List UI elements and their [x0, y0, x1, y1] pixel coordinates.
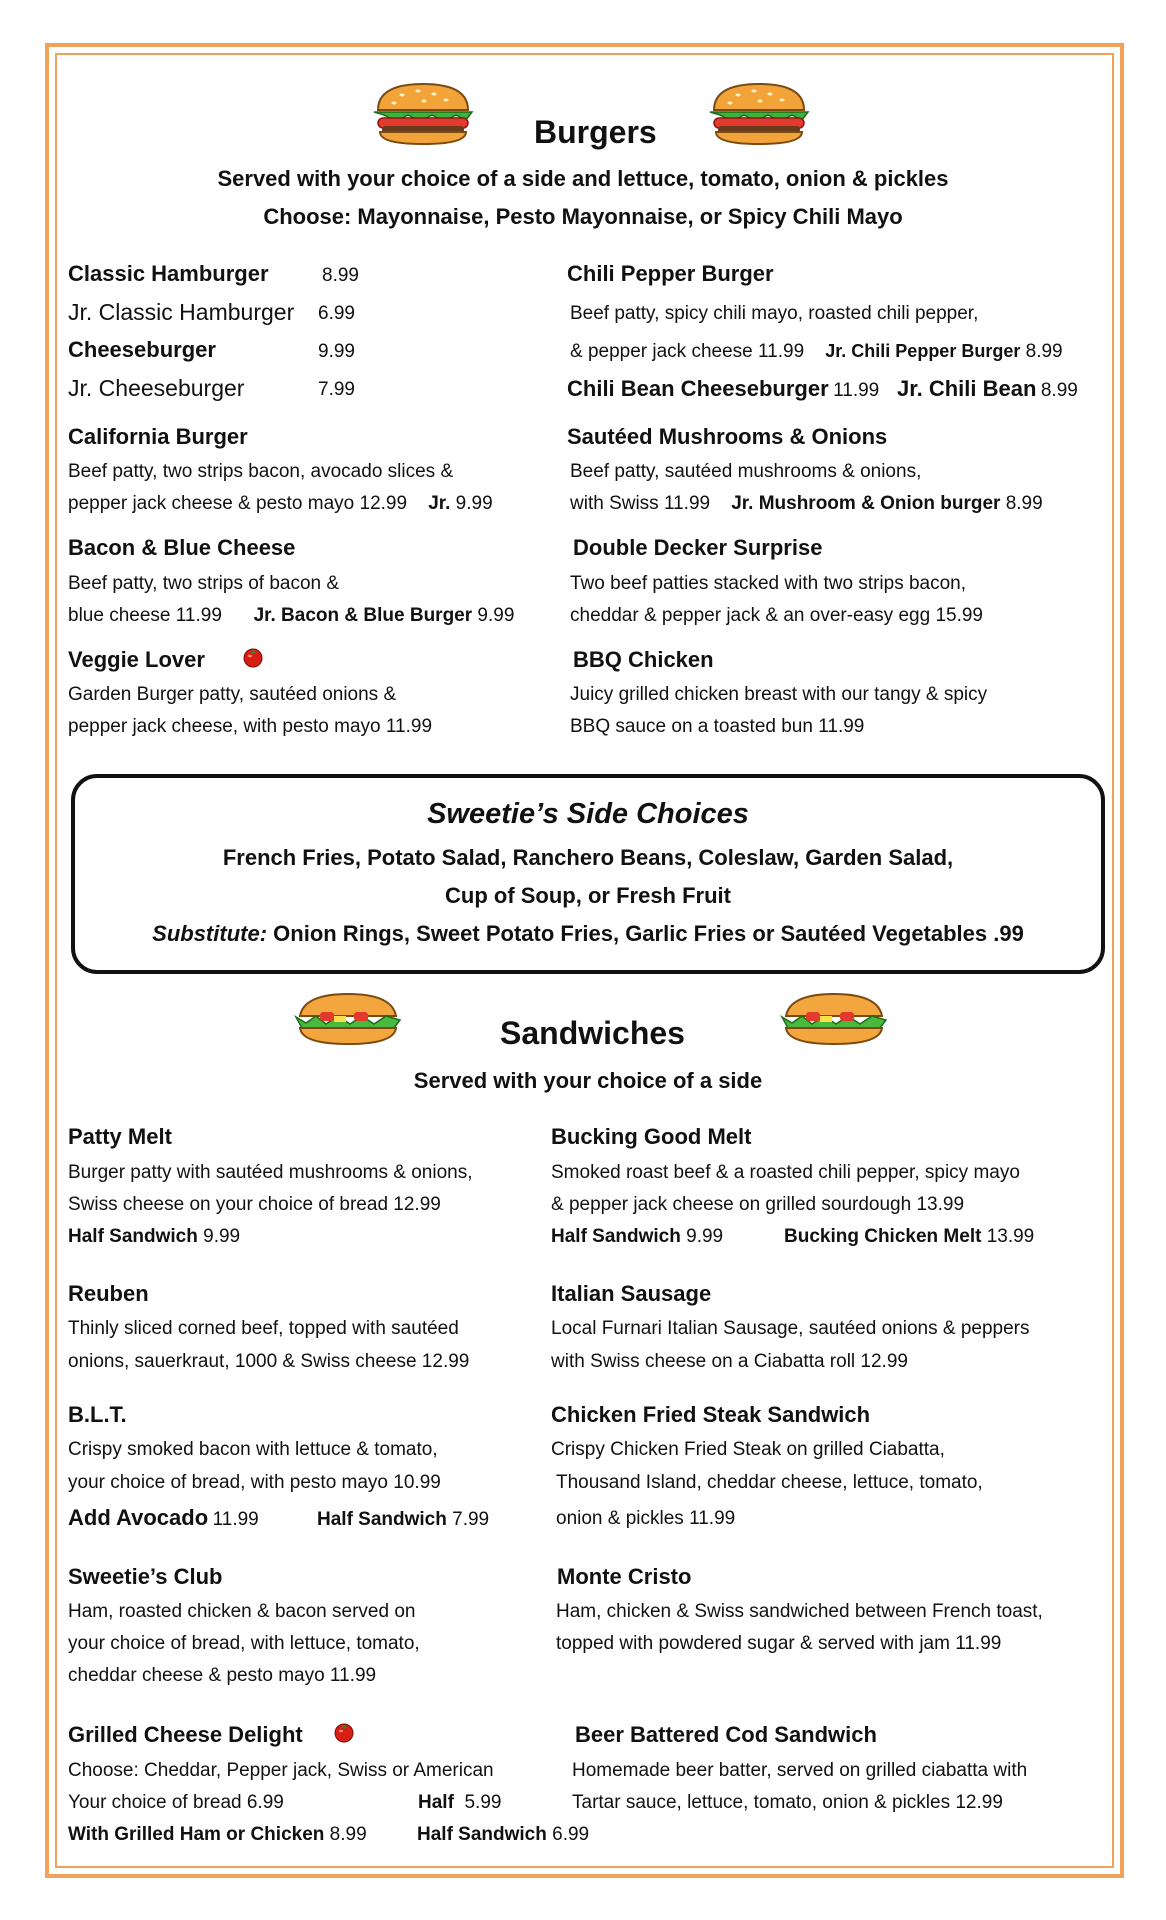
bucking-desc-2: & pepper jack cheese on grilled sourdough 13.99 [551, 1194, 965, 1215]
double-decker-desc-2: cheddar & pepper jack & an over-easy egg 15.99 [570, 605, 983, 626]
blt-half: Half Sandwich 7.99 [317, 1509, 490, 1530]
sandwiches-title: Sandwiches [500, 1015, 685, 1051]
bbq-desc-1: Juicy grilled chicken breast with our tangy & spicy [570, 684, 988, 705]
tomato-icon [333, 1721, 355, 1743]
jr-cheeseburger-price: 7.99 [318, 379, 355, 400]
bacon-blue-desc-1: Beef patty, two strips of bacon & [68, 573, 340, 594]
monte-desc-2: topped with powdered sugar & served with jam 11.99 [556, 1633, 1002, 1654]
tomato-icon [242, 646, 264, 668]
sandwich-icon [294, 990, 402, 1048]
burgers-mayo-choice: Choose: Mayonnaise, Pesto Mayonnaise, or Spicy Chili Mayo [263, 204, 903, 229]
classic-hamburger-price: 8.99 [322, 265, 359, 286]
patty-melt-name: Patty Melt [68, 1124, 172, 1149]
blt-desc-1: Crispy smoked bacon with lettuce & tomato, [68, 1439, 438, 1460]
chili-bean-cheeseburger: Chili Bean Cheeseburger 11.99 Jr. Chili Bean 8.99 [567, 376, 1078, 401]
grilled-cheese-desc-2: Your choice of bread 6.99 [68, 1792, 284, 1813]
veggie-lover-name: Veggie Lover [68, 647, 205, 672]
reuben-desc-2: onions, sauerkraut, 1000 & Swiss cheese 12.99 [68, 1351, 470, 1372]
cheeseburger-price: 9.99 [318, 341, 355, 362]
double-decker-name: Double Decker Surprise [573, 535, 823, 560]
california-burger-name: California Burger [68, 424, 248, 449]
mushroom-burger-name: Sautéed Mushrooms & Onions [567, 424, 888, 449]
blt-name: B.L.T. [68, 1402, 127, 1427]
club-desc-3: cheddar cheese & pesto mayo 11.99 [68, 1665, 377, 1686]
jr-classic-hamburger-name: Jr. Classic Hamburger [68, 299, 295, 325]
classic-hamburger-name: Classic Hamburger [68, 261, 269, 286]
side-choices-line-2: Cup of Soup, or Fresh Fruit [445, 883, 731, 908]
grilled-cheese-desc-1: Choose: Cheddar, Pepper jack, Swiss or American [68, 1760, 494, 1781]
reuben-name: Reuben [68, 1281, 149, 1306]
cfs-desc-1: Crispy Chicken Fried Steak on grilled Ciabatta, [551, 1439, 945, 1460]
bacon-blue-name: Bacon & Blue Cheese [68, 535, 296, 560]
italian-desc-1: Local Furnari Italian Sausage, sautéed onions & peppers [551, 1318, 1030, 1339]
club-desc-1: Ham, roasted chicken & bacon served on [68, 1601, 416, 1622]
patty-melt-desc-1: Burger patty with sautéed mushrooms & onions, [68, 1162, 473, 1183]
mushroom-desc-2: with Swiss 11.99 Jr. Mushroom & Onion burger 8.99 [570, 493, 1043, 514]
burger-icon [708, 82, 810, 146]
club-desc-2: your choice of bread, with lettuce, tomato, [68, 1633, 420, 1654]
veggie-desc-1: Garden Burger patty, sautéed onions & [68, 684, 397, 705]
jr-classic-hamburger-price: 6.99 [318, 303, 355, 324]
bacon-blue-desc-2: blue cheese 11.99 Jr. Bacon & Blue Burger 9.99 [68, 605, 515, 626]
bbq-chicken-name: BBQ Chicken [573, 647, 714, 672]
bucking-half: Half Sandwich 9.99 [551, 1226, 724, 1247]
chili-pepper-desc-1: Beef patty, spicy chili mayo, roasted chili pepper, [570, 303, 979, 324]
burgers-subtitle: Served with your choice of a side and lettuce, tomato, onion & pickles [217, 166, 949, 191]
bucking-chicken-melt: Bucking Chicken Melt 13.99 [784, 1226, 1035, 1247]
chicken-fried-steak-name: Chicken Fried Steak Sandwich [551, 1402, 871, 1427]
cfs-desc-3: onion & pickles 11.99 [556, 1508, 736, 1529]
burger-icon [372, 82, 474, 146]
monte-cristo-name: Monte Cristo [557, 1564, 692, 1589]
grilled-cheese-ham: With Grilled Ham or Chicken 8.99 [68, 1824, 367, 1845]
italian-desc-2: with Swiss cheese on a Ciabatta roll 12.99 [551, 1351, 908, 1372]
blt-desc-2: your choice of bread, with pesto mayo 10.99 [68, 1472, 441, 1493]
beer-battered-cod-name: Beer Battered Cod Sandwich [575, 1722, 877, 1747]
reuben-desc-1: Thinly sliced corned beef, topped with sautéed [68, 1318, 459, 1339]
cod-desc-1: Homemade beer batter, served on grilled ciabatta with [572, 1760, 1028, 1781]
monte-desc-1: Ham, chicken & Swiss sandwiched between French toast, [556, 1601, 1043, 1622]
grilled-cheese-name: Grilled Cheese Delight [68, 1722, 303, 1747]
california-desc-2: pepper jack cheese & pesto mayo 12.99 Jr. 9.99 [68, 493, 493, 514]
sandwich-icon [780, 990, 888, 1048]
burgers-title: Burgers [534, 114, 657, 150]
side-choices-title: Sweetie’s Side Choices [427, 798, 749, 830]
california-desc-1: Beef patty, two strips bacon, avocado slices & [68, 461, 454, 482]
sandwiches-subtitle: Served with your choice of a side [413, 1068, 763, 1093]
bucking-desc-1: Smoked roast beef & a roasted chili pepper, spicy mayo [551, 1162, 1020, 1183]
mushroom-desc-1: Beef patty, sautéed mushrooms & onions, [570, 461, 922, 482]
cod-desc-2: Tartar sauce, lettuce, tomato, onion & pickles 12.99 [572, 1792, 1003, 1813]
cfs-desc-2: Thousand Island, cheddar cheese, lettuce, tomato, [556, 1472, 983, 1493]
double-decker-desc-1: Two beef patties stacked with two strips bacon, [570, 573, 967, 594]
jr-cheeseburger-name: Jr. Cheeseburger [68, 375, 245, 401]
chili-pepper-burger-name: Chili Pepper Burger [567, 261, 774, 286]
chili-pepper-desc-2: & pepper jack cheese 11.99 Jr. Chili Pepper Burger 8.99 [570, 341, 1063, 362]
cheeseburger-name: Cheeseburger [68, 337, 216, 362]
veggie-desc-2: pepper jack cheese, with pesto mayo 11.99 [68, 716, 433, 737]
italian-sausage-name: Italian Sausage [551, 1281, 712, 1306]
sweeties-club-name: Sweetie’s Club [68, 1564, 223, 1589]
patty-melt-desc-2: Swiss cheese on your choice of bread 12.99 [68, 1194, 441, 1215]
patty-melt-half: Half Sandwich 9.99 [68, 1226, 241, 1247]
side-substitute-line: Substitute: Onion Rings, Sweet Potato Fries, Garlic Fries or Sautéed Vegetables .99 [152, 921, 1024, 946]
grilled-cheese-half: Half 5.99 [418, 1792, 502, 1813]
blt-add-avocado: Add Avocado 11.99 [68, 1505, 259, 1530]
side-choices-line-1: French Fries, Potato Salad, Ranchero Beans, Coleslaw, Garden Salad, [222, 845, 954, 870]
bbq-desc-2: BBQ sauce on a toasted bun 11.99 [570, 716, 865, 737]
bucking-good-melt-name: Bucking Good Melt [551, 1124, 752, 1149]
grilled-cheese-ham-half: Half Sandwich 6.99 [417, 1824, 590, 1845]
